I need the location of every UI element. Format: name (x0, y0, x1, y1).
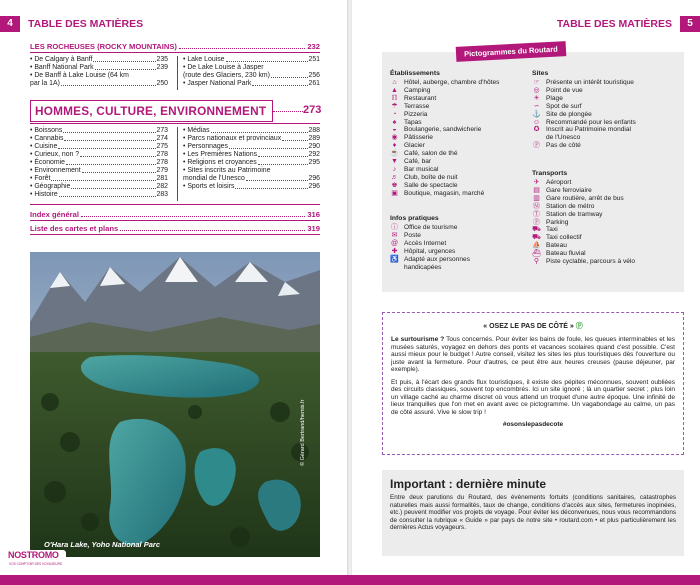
pictogram-label: Taxi collectif (546, 234, 582, 242)
toc-entry-label: • Banff National Park (30, 64, 94, 71)
toc-index-page: 316 (307, 210, 320, 219)
parking-icon: Ⓟ (533, 218, 540, 226)
toc-entry-page: 295 (308, 159, 320, 166)
landscape-photo (30, 252, 320, 557)
tourisme-icon: ⓘ (391, 224, 398, 231)
toc-entry-label: • Boissons (30, 127, 63, 134)
right-page (352, 0, 700, 585)
bus-icon: ▥ (533, 194, 540, 202)
pictograms-title: Pictogrammes du Routard (456, 41, 566, 62)
toc-entry-label: • Forêt (30, 175, 51, 182)
osez-paragraph-2: Et puis, à l'écart des grands flux touristiques, il existe des pépites méconnues, souvent oubliées des circuits classiques, souvent top encombrés. Ici un site ignoré ; là un quartier secret ; plus loin un village caché au charme discret où vous attend un troquet d'une autre époque. Une infinité de lieux tranquilles que l'on met en avant avec ce pictogramme. Un vagabondage au calme, un pas de côté assuré. Vive le slow trip ! (391, 378, 675, 416)
toc-entry[interactable] (183, 159, 320, 167)
toc-entry-label: • Lake Louise (183, 56, 225, 63)
poste-icon: ✉ (391, 231, 398, 239)
pictogram-label: Camping (404, 86, 431, 94)
toc-entry-label: • Médias (183, 127, 210, 134)
pictogram-label: Pas de côté (546, 142, 581, 150)
toc-entry[interactable] (30, 167, 168, 175)
tapas-icon: ♠ (392, 118, 397, 126)
pictogram-label: Hôpital, urgences (404, 247, 456, 255)
pictogram-label: Boutique, magasin, marché (404, 189, 485, 197)
pictogram-label: Tapas (404, 118, 422, 126)
logo-subtext: VOS COMPTOIR DES VOYAGEURS (9, 562, 63, 566)
toc-entry-label: par la 1A) (30, 80, 60, 87)
toc-entry-page: 261 (308, 80, 320, 87)
pictogram-label: Boulangerie, sandwicherie (404, 126, 482, 134)
pictogram-label: Site de plongée (546, 110, 592, 118)
pictogram-label: Hôtel, auberge, chambre d'hôtes (404, 79, 500, 86)
toc-entry[interactable] (30, 175, 168, 183)
toc-entry[interactable] (30, 56, 168, 64)
toc-entry[interactable] (183, 56, 320, 64)
toc-entry-page: 239 (156, 64, 168, 71)
toc-hommes-page: 273 (303, 104, 322, 116)
osez-paragraph-1 (391, 336, 675, 374)
logo-text: NOSTROMO (8, 550, 59, 560)
important-text: Entre deux parutions du Routard, des événements fortuits (conditions sanitaires, catastrophes naturelles mais aussi formalités, taux de change, conditions d'accès aux sites, fermetures inopinées, etc.) peuvent modifier vos projets de voyage. Pour éviter les déconvenues, nous vous recommandons de consulter la rubrique « Guide » par pays de notre site • routard.com • et plus particulièrement les dernières Actus voyageurs. (390, 494, 676, 531)
toc-entry-label: • Économie (30, 159, 65, 166)
pictogram-label: Piste cyclable, parcours à vélo (546, 258, 636, 265)
toc-entry-page: 273 (156, 127, 168, 134)
camping-icon: ▲ (391, 86, 398, 94)
toc-entry-label: • Personnages (183, 143, 228, 150)
sites-title: Sites (532, 70, 549, 77)
left-page (0, 0, 348, 585)
osez-title-row (391, 321, 675, 331)
pictogram-label: Gare routière, arrêt de bus (546, 194, 624, 202)
toc-entry[interactable] (183, 143, 320, 151)
infos-title: Infos pratiques (390, 215, 439, 222)
vue-icon: ◎ (533, 86, 540, 94)
pictogram-label: Inscrit au Patrimoine mondial (546, 126, 632, 134)
important-box (382, 470, 684, 556)
pictogram-label: Accès Internet (404, 239, 447, 247)
cafe-icon: ☕ (390, 150, 399, 158)
toc-entry-label: • Parcs nationaux et provinciaux (183, 135, 282, 142)
spectacle-icon: ♚ (391, 181, 398, 189)
toc-entry-label: • Religions et croyances (183, 159, 257, 166)
toc-hommes-title: HOMMES, CULTURE, ENVIRONNEMENT (35, 104, 267, 118)
toc-entry[interactable] (30, 191, 168, 199)
toc-entry-label: • Curieux, non ? (30, 151, 80, 158)
right-header (557, 16, 700, 32)
club-icon: ♬ (391, 173, 398, 181)
toc-entry-label: • De Banff à Lake Louise (64 km (30, 72, 129, 79)
toc-entry-label: • De Lake Louise à Jasper (183, 64, 264, 71)
hommes-divider (177, 127, 178, 201)
toc-entry-page: 296 (308, 175, 320, 182)
toc-entry[interactable] (30, 183, 168, 191)
toc-entry[interactable] (30, 135, 168, 143)
pictogram-label: Pizzeria (404, 110, 428, 118)
toc-entry[interactable] (30, 151, 168, 159)
maps-rule (30, 234, 320, 235)
toc-entry-label: • Sports et loisirs (183, 183, 235, 190)
pictogram-label: Adapté aux personnes (404, 255, 470, 263)
pictogram-label: Pâtisserie (404, 134, 433, 142)
toc-entry[interactable] (183, 64, 320, 72)
osez-title: « OSEZ LE PAS DE CÔTÉ » (483, 323, 574, 330)
aeroport-icon: ✈ (533, 179, 540, 186)
toc-entry-page: 281 (156, 175, 168, 182)
hopital-icon: ✚ (391, 247, 398, 255)
toc-entry-label: • Cannabis (30, 135, 64, 142)
pizzeria-icon: ◔ (392, 110, 397, 118)
page-number-left: 4 (0, 16, 20, 32)
pictogram-label: Salle de spectacle (404, 181, 458, 189)
toc-entry[interactable] (183, 175, 320, 183)
hotel-icon: ⌂ (392, 79, 397, 86)
toc-entry-page: 296 (308, 183, 320, 190)
toc-entry[interactable] (30, 127, 168, 135)
pictogram-label: de l'Unesco (546, 134, 581, 142)
pictogram-label: Point de vue (546, 86, 583, 94)
pictogram-label: Aéroport (546, 179, 572, 186)
toc-index[interactable] (30, 210, 320, 219)
toc-entry-label: • Jasper National Park (183, 80, 252, 87)
right-header-title: TABLE DES MATIÈRES (556, 18, 672, 30)
toc-entry-page: 282 (156, 183, 168, 190)
gare-icon: ▤ (533, 186, 540, 194)
pictogram-label: Gare ferroviaire (546, 186, 592, 194)
toc-entry-label: • Sites inscrits au Patrimoine (183, 167, 271, 174)
nostromo-logo (6, 550, 66, 574)
toc-entry-page: 290 (308, 143, 320, 150)
toc-entry-page: 250 (156, 80, 168, 87)
toc-entry-page: 279 (156, 167, 168, 174)
bottom-accent-bar (0, 575, 700, 585)
toc-hommes-box[interactable] (30, 100, 273, 122)
toc-entry-label: • Cuisine (30, 143, 58, 150)
toc-entry-label: mondial de l'Unesco (183, 175, 245, 182)
transports-title: Transports (532, 170, 568, 177)
toc-entry[interactable] (30, 143, 168, 151)
index-rule (30, 220, 320, 221)
toc-entry[interactable] (183, 135, 320, 143)
boulangerie-icon: ◒ (392, 126, 397, 134)
taxi-icon: ⛟ (532, 226, 541, 234)
toc-entry-label: • Les Premières Nations (183, 151, 258, 158)
hommes-dots (273, 111, 303, 112)
toc-rockies-page: 232 (307, 42, 320, 51)
toc-entry[interactable] (30, 159, 168, 167)
toc-entry[interactable] (30, 64, 168, 72)
patisserie-icon: ◉ (391, 134, 398, 142)
toc-rockies[interactable] (30, 42, 320, 51)
toc-entry[interactable] (183, 167, 320, 175)
rockies-divider (177, 56, 178, 90)
toc-entry-label: • Environnement (30, 167, 81, 174)
osez-box (382, 312, 684, 455)
toc-entry-page: 256 (308, 72, 320, 79)
bar-icon: ▼ (391, 158, 398, 165)
pictogram-label: Club, boîte de nuit (404, 173, 458, 181)
left-header (0, 16, 143, 32)
toc-maps-page: 319 (307, 224, 320, 233)
toc-index-title: Index général (30, 210, 79, 219)
left-header-title: TABLE DES MATIÈRES (28, 18, 144, 30)
toc-maps[interactable] (30, 224, 320, 233)
toc-entry[interactable] (30, 72, 168, 80)
bateau-icon: ⛵ (532, 242, 541, 250)
internet-icon: @ (390, 239, 399, 247)
pictogram-label: handicapées (404, 263, 442, 271)
metro-icon: Ⓜ (533, 202, 540, 210)
pictogram-label: Café, salon de thé (404, 150, 458, 158)
pictogram-label: Poste (404, 231, 421, 239)
toc-entry-label: • Géographie (30, 183, 71, 190)
hommes-right-list (183, 127, 320, 191)
pictogram-label: Bateau (546, 242, 567, 250)
toc-maps-title: Liste des cartes et plans (30, 224, 119, 233)
toc-entry[interactable] (183, 183, 320, 191)
surf-icon: ∽ (533, 102, 540, 110)
rockies-rule (30, 52, 320, 53)
index-rule-top (30, 204, 320, 205)
tramway-icon: Ⓣ (533, 210, 540, 218)
rockies-right-list (183, 56, 320, 88)
toc-entry-page: 274 (156, 135, 168, 142)
photo-illustration (30, 252, 320, 557)
pictogram-label: Plage (546, 94, 563, 102)
pictogram-label: Station de tramway (546, 210, 603, 218)
toc-entry[interactable] (183, 151, 320, 159)
toc-entry-page: 278 (156, 151, 168, 158)
important-title: Important : dernière minute (390, 477, 547, 491)
pictogram-label: Station de métro (546, 202, 595, 210)
osez-hashtag[interactable]: #osonslepasdecote (502, 421, 564, 428)
interet-icon: ☞ (533, 79, 540, 86)
pas-de-cote-icon: Ⓟ (533, 142, 540, 150)
restaurant-icon: ℿ (391, 94, 398, 102)
pas-de-cote-icon: Ⓟ (575, 323, 583, 330)
toc-entry-page: 288 (308, 127, 320, 134)
osez-lead: Le surtourisme ? (391, 336, 445, 343)
toc-entry-page: 292 (308, 151, 320, 158)
pictogram-label: Bateau fluvial (546, 250, 586, 258)
pictogram-label: Café, bar (404, 158, 432, 165)
pictogram-label: Restaurant (404, 94, 437, 102)
photo-caption: O'Hara Lake, Yoho National Parc (44, 540, 160, 549)
toc-entry[interactable] (183, 72, 320, 80)
velo-icon: ⚲ (533, 258, 540, 265)
bateau-fluvial-icon: ⛴ (532, 250, 541, 258)
toc-entry-label: • De Calgary à Banff (30, 56, 93, 63)
pictogram-label: Recommandé pour les enfants (546, 118, 636, 126)
glacier-icon: ♦ (392, 142, 397, 150)
toc-entry[interactable] (30, 80, 168, 88)
toc-entry-page: 278 (156, 159, 168, 166)
enfants-icon: ☺ (532, 118, 541, 126)
etablissements-title: Établissements (390, 70, 440, 77)
boutique-icon: ▣ (391, 189, 398, 197)
unesco-icon: ✪ (533, 126, 540, 134)
toc-entry[interactable] (183, 80, 320, 88)
handicap-icon: ♿ (390, 255, 399, 263)
plage-icon: ☀ (533, 94, 540, 102)
pictogram-label: Terrasse (404, 102, 430, 110)
pictogram-label: Taxi (546, 226, 558, 234)
osez-p1-body: Tous concernés. Pour éviter les bains de foule, les queues interminables et les musées saturés, voyagez en dehors des ponts et vacances scolaires quand c'est possible. C'est aussi mieux pour le budget ! Autre conseil, visitez les sites les plus touristiques dès l'ouverture ou juste avant la fermeture. Pour d'autres, ce peut être aux heures creuses (pause déjeuner, par exemple). (391, 336, 675, 373)
hommes-left-list (30, 127, 168, 199)
page-number-right: 5 (680, 16, 700, 32)
terrasse-icon: ☂ (391, 102, 398, 110)
pictogram-label: Glacier (404, 142, 425, 150)
toc-entry-page: 289 (308, 135, 320, 142)
bar-musical-icon: ♪ (392, 165, 397, 173)
photo-credit: © Gérard Bertrand/hemis.fr (300, 399, 306, 466)
pictogram-label: Présente un intérêt touristique (546, 79, 634, 86)
toc-entry-label: • Histoire (30, 191, 58, 198)
pictogram-label: Office de tourisme (404, 224, 458, 231)
toc-entry-label: (route des Glaciers, 230 km) (183, 72, 270, 79)
toc-rockies-title: LES ROCHEUSES (ROCKY MOUNTAINS) (30, 42, 177, 51)
toc-entry[interactable] (183, 127, 320, 135)
pictogram-label: Bar musical (404, 165, 439, 173)
hommes-rule (30, 123, 320, 124)
toc-entry-page: 283 (156, 191, 168, 198)
plongee-icon: ⚓ (532, 110, 541, 118)
pictogram-label: Parking (546, 218, 569, 226)
toc-entry-page: 235 (156, 56, 168, 63)
toc-entry-page: 251 (308, 56, 320, 63)
taxi-collectif-icon: ⛟ (532, 234, 541, 242)
pictogram-label: Spot de surf (546, 102, 582, 110)
toc-entry-page: 275 (156, 143, 168, 150)
rockies-left-list (30, 56, 168, 88)
